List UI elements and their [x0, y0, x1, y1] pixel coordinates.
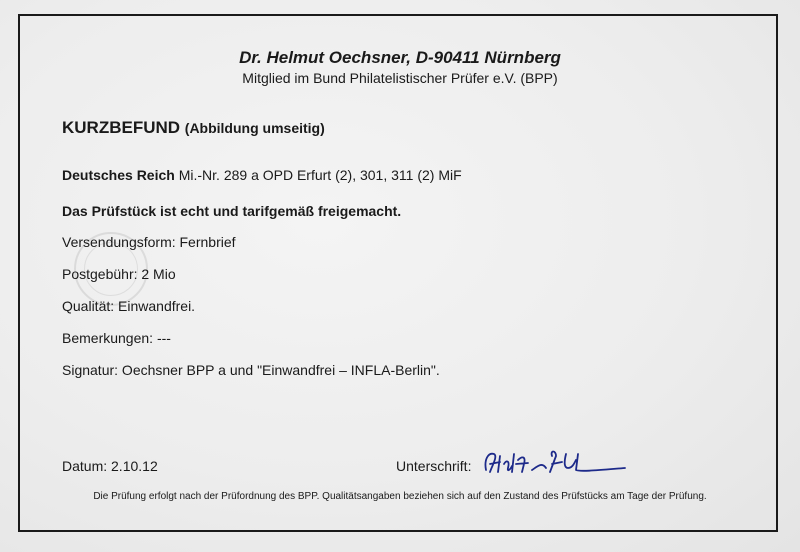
handwritten-signature: [480, 446, 630, 480]
examiner-membership: Mitglied im Bund Philatelistischer Prüfer e.V. (BPP): [242, 70, 558, 86]
subject-line: [62, 167, 462, 183]
postage-fee: Postgebühr: 2 Mio: [62, 266, 176, 282]
certificate-date: Datum: 2.10.12: [62, 458, 158, 474]
subject-catalog: Mi.-Nr. 289 a OPD Erfurt (2), 301, 311 (2) MiF: [178, 167, 462, 183]
signature-label: Unterschrift:: [396, 458, 472, 474]
disclaimer-text: Die Prüfung erfolgt nach der Prüfordnung des BPP. Qualitätsangaben beziehen sich auf den Zustand des Prüfstücks am Tage der Prüfung.: [93, 491, 707, 502]
signature-marks-line: Signatur: Oechsner BPP a und "Einwandfrei – INFLA-Berlin".: [62, 362, 440, 378]
certificate-title: [62, 118, 325, 138]
shipping-form: Versendungsform: Fernbrief: [62, 234, 236, 250]
title-main: KURZBEFUND: [62, 118, 181, 137]
subject-country: Deutsches Reich: [62, 167, 175, 183]
examiner-name: Dr. Helmut Oechsner, D-90411 Nürnberg: [239, 48, 561, 67]
title-note: (Abbildung umseitig): [184, 120, 325, 136]
verdict-line: Das Prüfstück ist echt und tarifgemäß freigemacht.: [62, 203, 402, 219]
remarks-line: Bemerkungen: ---: [62, 330, 171, 346]
quality-line: Qualität: Einwandfrei.: [62, 298, 196, 314]
